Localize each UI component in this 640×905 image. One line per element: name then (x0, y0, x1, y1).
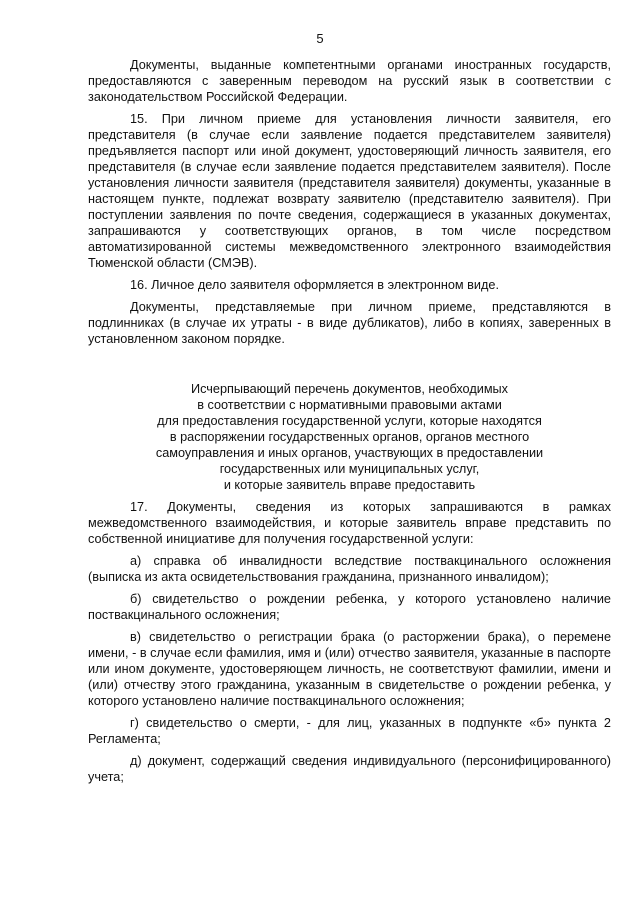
heading-line: Исчерпывающий перечень документов, необходимых (190, 382, 509, 396)
heading-line: в распоряжении государственных органов, органов местного (169, 430, 530, 444)
list-item-d: д) документ, содержащий сведения индивидуального (персонифицированного) учета; (88, 754, 611, 784)
paragraph-16: 16. Личное дело заявителя оформляется в электронном виде. (130, 278, 499, 292)
list-item-a: а) справка об инвалидности вследствие поствакцинального осложнения (выписка из акта освидетельствования гражданина, признанного инвалидом); (88, 554, 611, 584)
paragraph-17: 17. Документы, сведения из которых запрашиваются в рамках межведомственного взаимодействия, и которые заявитель вправе представить по собственной инициативе для получения государственной услуги: (88, 500, 611, 546)
section-heading (88, 381, 611, 493)
heading-line: в соответствии с нормативными правовыми актами (197, 398, 502, 412)
heading-line: государственных или муниципальных услуг, (219, 462, 480, 476)
heading-line: и которые заявитель вправе предоставить (223, 478, 476, 492)
paragraph-foreign-documents: Документы, выданные компетентными органами иностранных государств, предоставляются с заверенным переводом на русский язык в соответствии с законодательством Российской Федерации. (88, 58, 611, 104)
list-item-v: в) свидетельство о регистрации брака (о расторжении брака), о перемене имени, - в случае если фамилия, имя и (или) отчество заявителя, указанные в паспорте или ином документе, удостоверяющем личность, не соответствуют фамилии, имени и (или) отчеству этого гражданина, указанным в свидетельстве о рождении ребенка, у которого установлено наличие поствакцинального осложнения; (88, 630, 611, 708)
document-body (88, 57, 611, 791)
paragraph-personal-reception-docs: Документы, представляемые при личном приеме, представляются в подлинниках (в случае их утраты - в виде дубликатов), либо в копиях, заверенных в установленном законом порядке. (88, 300, 611, 346)
page-number: 5 (316, 31, 324, 46)
heading-line: для предоставления государственной услуги, которые находятся (157, 414, 542, 428)
list-item-b: б) свидетельство о рождении ребенка, у которого установлено наличие поствакцинального осложнения; (88, 592, 611, 622)
heading-line: самоуправления и иных органов, участвующих в предоставлении (155, 446, 544, 460)
paragraph-15: 15. При личном приеме для установления личности заявителя, его представителя (в случае если заявление подается представителем заявителя) предъявляется паспорт или иной документ, удостоверяющий личность заявителя, его представителя (в случае если заявление подается представителем заявителя). После установления личности заявителя (представителя заявителя) документы, указанные в настоящем пункте, подлежат возврату заявителю (представителю заявителя). При поступлении заявления по почте сведения, содержащиеся в указанных документах, запрашиваются у соответствующих органов, в том числе посредством автоматизированной системы межведомственного электронного взаимодействия Тюменской области (СМЭВ). (88, 112, 611, 270)
list-item-g: г) свидетельство о смерти, - для лиц, указанных в подпункте «б» пункта 2 Регламента; (88, 716, 611, 746)
